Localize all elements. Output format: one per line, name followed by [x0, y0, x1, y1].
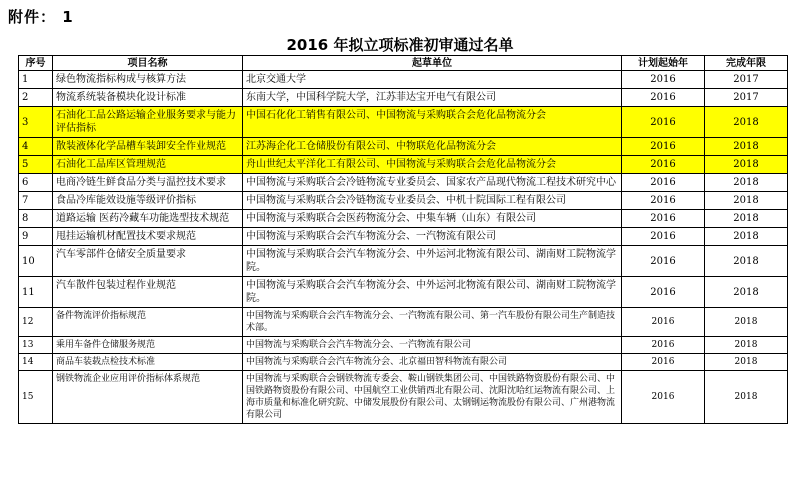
drafting-unit: 中国物流与采购联合会冷链物流专业委员会、中机十院国际工程有限公司 — [243, 192, 622, 210]
completion-year: 2018 — [705, 138, 788, 156]
start-year: 2016 — [622, 107, 705, 138]
table-row — [19, 174, 788, 192]
project-name: 食品冷库能效设施等级评价指标 — [53, 192, 243, 210]
drafting-unit: 中国物流与采购联合会汽车物流分会、一汽物流有限公司、第一汽车股份有限公司生产制造技术部。 — [243, 308, 622, 337]
column-header: 项目名称 — [53, 56, 243, 71]
completion-year: 2018 — [705, 354, 788, 371]
project-name: 道路运输 医药冷藏车功能选型技术规范 — [53, 210, 243, 228]
completion-year: 2018 — [705, 277, 788, 308]
drafting-unit: 中国物流与采购联合会汽车物流分会、中外运河北物流有限公司、湖南财工院物流学院。 — [243, 246, 622, 277]
project-name: 乘用车备件仓储服务规范 — [53, 337, 243, 354]
start-year: 2016 — [622, 192, 705, 210]
project-name: 绿色物流指标构成与核算方法 — [53, 71, 243, 89]
drafting-unit: 中国物流与采购联合会冷链物流专业委员会、国家农产品现代物流工程技术研究中心 — [243, 174, 622, 192]
attachment-label: 附件： 1 — [8, 8, 74, 26]
start-year: 2016 — [622, 371, 705, 424]
completion-year: 2018 — [705, 174, 788, 192]
completion-year: 2018 — [705, 107, 788, 138]
drafting-unit: 北京交通大学 — [243, 71, 622, 89]
drafting-unit: 中国物流与采购联合会汽车物流分会、北京福田智科物流有限公司 — [243, 354, 622, 371]
project-name: 散装液体化学品槽车装卸安全作业规范 — [53, 138, 243, 156]
row-number: 3 — [19, 107, 53, 138]
completion-year: 2018 — [705, 228, 788, 246]
project-name: 甩挂运输机材配置技术要求规范 — [53, 228, 243, 246]
table-header-row — [19, 56, 788, 71]
row-number: 8 — [19, 210, 53, 228]
start-year: 2016 — [622, 228, 705, 246]
table-row — [19, 337, 788, 354]
row-number: 7 — [19, 192, 53, 210]
row-number: 4 — [19, 138, 53, 156]
project-name: 商品车装载点检技术标准 — [53, 354, 243, 371]
project-name: 石油化工品公路运输企业服务要求与能力评估指标 — [53, 107, 243, 138]
drafting-unit: 东南大学，中国科学院大学，江苏菲达宝开电气有限公司 — [243, 89, 622, 107]
completion-year: 2018 — [705, 246, 788, 277]
table-row — [19, 308, 788, 337]
table-row — [19, 138, 788, 156]
drafting-unit: 中国石化化工销售有限公司、中国物流与采购联合会危化品物流分会 — [243, 107, 622, 138]
table-row — [19, 192, 788, 210]
row-number: 13 — [19, 337, 53, 354]
start-year: 2016 — [622, 174, 705, 192]
project-table — [18, 55, 788, 424]
start-year: 2016 — [622, 277, 705, 308]
column-header: 序号 — [19, 56, 53, 71]
completion-year: 2018 — [705, 371, 788, 424]
table-row — [19, 107, 788, 138]
table-row — [19, 277, 788, 308]
row-number: 6 — [19, 174, 53, 192]
completion-year: 2018 — [705, 308, 788, 337]
table-row — [19, 228, 788, 246]
project-name: 物流系统装备模块化设计标准 — [53, 89, 243, 107]
table-row — [19, 371, 788, 424]
row-number: 2 — [19, 89, 53, 107]
drafting-unit: 江苏海企化工仓储股份有限公司、中物联危化品物流分会 — [243, 138, 622, 156]
start-year: 2016 — [622, 337, 705, 354]
project-name: 汽车零部件仓储安全质量要求 — [53, 246, 243, 277]
project-name: 石油化工品库区管理规范 — [53, 156, 243, 174]
document-title: 2016 年拟立项标准初审通过名单 — [286, 36, 514, 54]
row-number: 1 — [19, 71, 53, 89]
table-row — [19, 156, 788, 174]
row-number: 5 — [19, 156, 53, 174]
column-header: 起草单位 — [243, 56, 622, 71]
start-year: 2016 — [622, 138, 705, 156]
completion-year: 2018 — [705, 210, 788, 228]
row-number: 14 — [19, 354, 53, 371]
table-row — [19, 246, 788, 277]
row-number: 15 — [19, 371, 53, 424]
row-number: 11 — [19, 277, 53, 308]
column-header: 完成年限 — [705, 56, 788, 71]
project-name: 电商冷链生鲜食品分类与温控技术要求 — [53, 174, 243, 192]
project-name: 汽车散件包装过程作业规范 — [53, 277, 243, 308]
project-name: 钢铁物流企业应用评价指标体系规范 — [53, 371, 243, 424]
completion-year: 2018 — [705, 337, 788, 354]
drafting-unit: 中国物流与采购联合会医药物流分会、中集车辆（山东）有限公司 — [243, 210, 622, 228]
row-number: 12 — [19, 308, 53, 337]
completion-year: 2018 — [705, 192, 788, 210]
table-row — [19, 210, 788, 228]
table-row — [19, 71, 788, 89]
start-year: 2016 — [622, 210, 705, 228]
completion-year: 2017 — [705, 89, 788, 107]
start-year: 2016 — [622, 354, 705, 371]
start-year: 2016 — [622, 89, 705, 107]
completion-year: 2018 — [705, 156, 788, 174]
drafting-unit: 中国物流与采购联合会汽车物流分会、一汽物流有限公司 — [243, 337, 622, 354]
column-header: 计划起始年 — [622, 56, 705, 71]
completion-year: 2017 — [705, 71, 788, 89]
row-number: 10 — [19, 246, 53, 277]
project-name: 备件物流评价指标规范 — [53, 308, 243, 337]
drafting-unit: 中国物流与采购联合会汽车物流分会、中外运河北物流有限公司、湖南财工院物流学院。 — [243, 277, 622, 308]
start-year: 2016 — [622, 71, 705, 89]
table-row — [19, 89, 788, 107]
drafting-unit: 中国物流与采购联合会汽车物流分会、一汽物流有限公司 — [243, 228, 622, 246]
start-year: 2016 — [622, 308, 705, 337]
drafting-unit: 舟山世纪太平洋化工有限公司、中国物流与采购联合会危化品物流分会 — [243, 156, 622, 174]
table-row — [19, 354, 788, 371]
start-year: 2016 — [622, 246, 705, 277]
start-year: 2016 — [622, 156, 705, 174]
row-number: 9 — [19, 228, 53, 246]
drafting-unit: 中国物流与采购联合会钢铁物流专委会、鞍山钢铁集团公司、中国铁路物资股份有限公司、中国铁路物资股份有限公司、中国航空工业供销西北有限公司、沈阳沈哈红运物流有限公司、上海市质量和标准化研究院、中储发展股份有限公司、太钢钢运物流股份有限公司、广州港物流有限公司 — [243, 371, 622, 424]
